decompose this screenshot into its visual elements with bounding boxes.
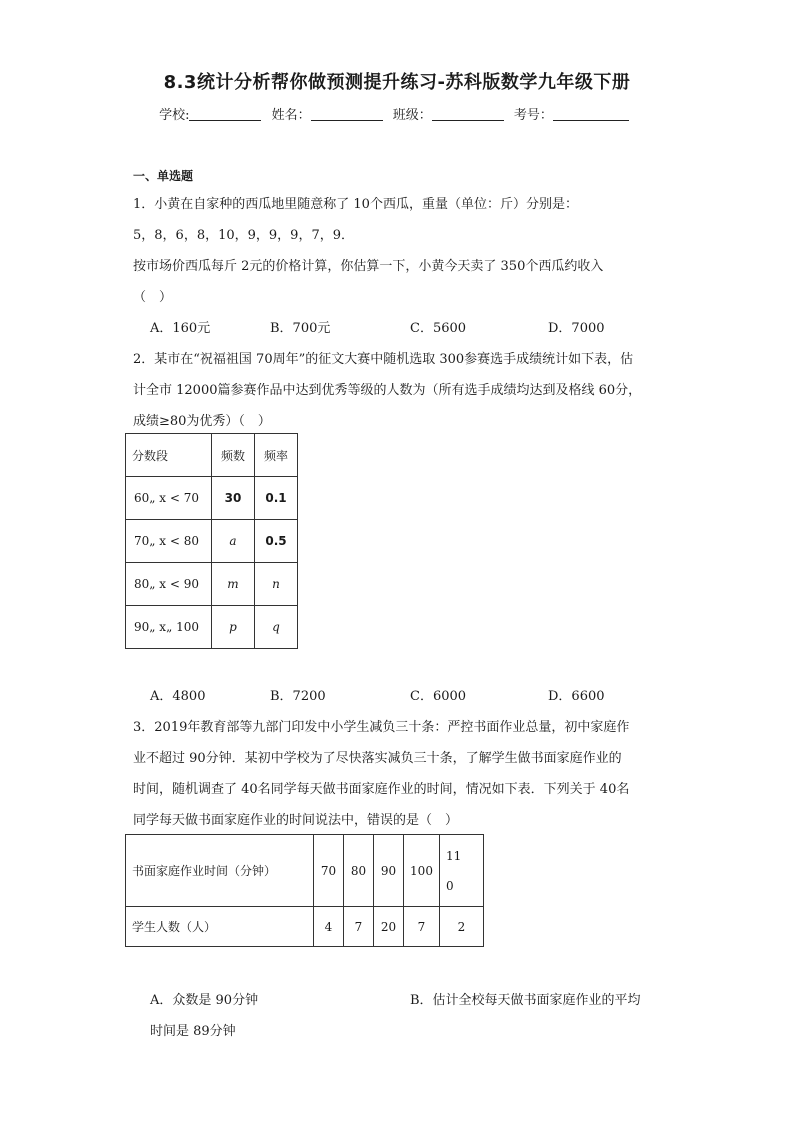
class-blank[interactable] [432, 108, 504, 121]
name-field [272, 104, 383, 123]
table-cell: 0.5 [255, 520, 298, 563]
q1-line-1: 1．小黄在自家种的西瓜地里随意称了 10个西瓜，重量（单位：斤）分别是： [133, 197, 578, 212]
class-label: 班级： [392, 108, 432, 123]
table-cell: m [212, 563, 255, 606]
q2-option-c[interactable]: C．6000 [410, 689, 467, 704]
school-label: 学校: [159, 108, 190, 123]
q2-option-b[interactable]: B．7200 [270, 689, 326, 704]
q1-option-d[interactable]: D．7000 [548, 321, 605, 336]
table-cell: 2 [440, 907, 484, 947]
q3-option-b[interactable]: B．估计全校每天做书面家庭作业的平均 [410, 993, 641, 1008]
q1-option-b[interactable]: B．700元 [270, 321, 331, 336]
q3-line-4: 同学每天做书面家庭作业的时间说法中，错误的是（ ） [133, 813, 459, 828]
table-cell: 80„ x < 90 [126, 563, 212, 606]
table-row [126, 907, 484, 947]
q3-option-a[interactable]: A．众数是 90分钟 [150, 993, 259, 1008]
number-blank[interactable] [553, 108, 629, 121]
table-cell: a [212, 520, 255, 563]
table-row [126, 520, 298, 563]
table-cell: p [212, 606, 255, 649]
table-header-cell: 频数 [212, 434, 255, 477]
q1-option-a[interactable]: A．160元 [150, 321, 211, 336]
table-cell: 100 [404, 835, 440, 907]
q3-line-2: 业不超过 90分钟．某初中学校为了尽快落实减负三十条，了解学生做书面家庭作业的 [133, 751, 622, 766]
section-heading: 一、单选题 [133, 169, 194, 183]
name-label: 姓名： [271, 108, 311, 123]
table-cell: 80 [344, 835, 374, 907]
table-cell-part: 11 [446, 848, 462, 863]
table-header-cell: 分数段 [126, 434, 212, 477]
number-label: 考号： [513, 108, 553, 123]
table-row [126, 563, 298, 606]
table-row [126, 835, 484, 907]
table-header-cell: 书面家庭作业时间（分钟） [126, 835, 314, 907]
school-field [159, 104, 261, 123]
table-row [126, 477, 298, 520]
score-table [125, 433, 298, 649]
q3-line-3: 时间，随机调查了 40名同学每天做书面家庭作业的时间，情况如下表．下列关于 40名 [133, 782, 630, 797]
table-cell: q [255, 606, 298, 649]
table-row [126, 606, 298, 649]
name-blank[interactable] [311, 108, 383, 121]
school-blank[interactable] [189, 108, 261, 121]
table-cell: 90 [374, 835, 404, 907]
homework-table [125, 834, 484, 947]
page-title: 8.3统计分析帮你做预测提升练习-苏科版数学九年级下册 [163, 72, 631, 93]
q2-option-a[interactable]: A．4800 [150, 689, 206, 704]
table-cell-part: 0 [446, 878, 454, 893]
q1-line-2: 5，8，6，8，10，9，9，9，7，9． [133, 228, 354, 243]
q3-option-b-continued: 时间是 89分钟 [150, 1024, 236, 1039]
q1-line-4: （ ） [133, 290, 173, 305]
table-cell: 7 [344, 907, 374, 947]
number-field [514, 104, 629, 123]
table-cell: 70 [314, 835, 344, 907]
table-cell [440, 835, 484, 907]
table-header-cell: 频率 [255, 434, 298, 477]
table-cell: 7 [404, 907, 440, 947]
table-cell: 60„ x < 70 [126, 477, 212, 520]
table-cell: 70„ x < 80 [126, 520, 212, 563]
table-cell: 20 [374, 907, 404, 947]
table-cell: 0.1 [255, 477, 298, 520]
q2-line-2: 计全市 12000篇参赛作品中达到优秀等级的人数为（所有选手成绩均达到及格线 60分， [133, 383, 642, 398]
q1-line-3: 按市场价西瓜每斤 2元的价格计算，你估算一下，小黄今天卖了 350个西瓜约收入 [133, 259, 604, 274]
q1-option-c[interactable]: C．5600 [410, 321, 467, 336]
table-header-cell: 学生人数（人） [126, 907, 314, 947]
q2-option-d[interactable]: D．6600 [548, 689, 605, 704]
q2-line-1: 2．某市在“祝福祖国 70周年”的征文大赛中随机选取 300参赛选手成绩统计如下表，估 [133, 352, 634, 367]
table-header-row [126, 434, 298, 477]
table-cell: n [255, 563, 298, 606]
table-cell: 4 [314, 907, 344, 947]
student-info-row [0, 104, 794, 123]
table-cell: 30 [212, 477, 255, 520]
class-field [393, 104, 504, 123]
q3-line-1: 3．2019年教育部等九部门印发中小学生减负三十条：严控书面作业总量，初中家庭作 [133, 720, 630, 735]
q2-line-3: 成绩≥80为优秀）（ ） [133, 414, 271, 429]
table-cell: 90„ x„ 100 [126, 606, 212, 649]
